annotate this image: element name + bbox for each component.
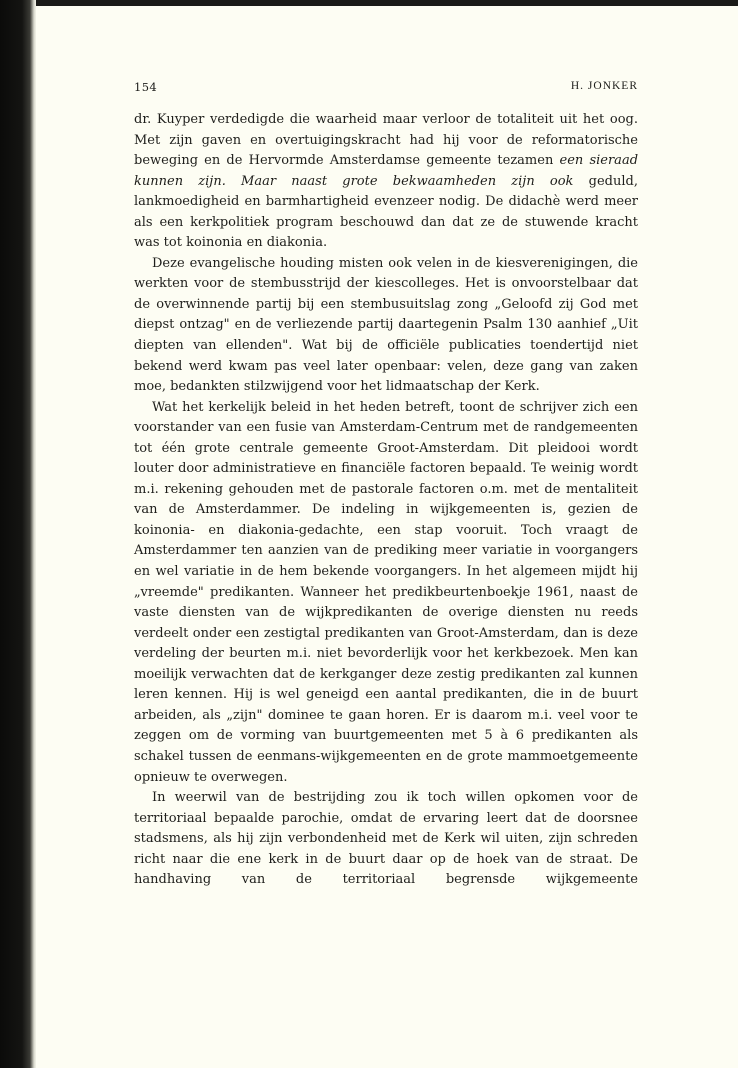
scan-border-left — [0, 0, 36, 1068]
scan-border-top — [0, 0, 738, 6]
body-text — [134, 110, 638, 891]
paragraph-4: In weerwil van de bestrijding zou ik toch willen opkomen voor de territoriaal bepaalde parochie, omdat de ervaring leert dat de doorsnee stadsmens, als hij zijn verbondenheid met de Kerk wil uiten, zijn schreden richt naar die ene kerk in de buurt daar op de hoek van de straat. De handhaving van de territoriaal begrensde wijkgemeente — [134, 790, 638, 888]
page-number: 154 — [134, 80, 158, 94]
running-header — [134, 80, 638, 96]
book-page — [134, 80, 638, 891]
paragraph-2: Deze evangelische houding misten ook velen in de kiesverenigingen, die werkten voor de stembusstrijd der kiescolleges. Het is onvoorstelbaar dat de overwinnende partij bij een stembusuitslag zong „Geloofd zij God met diepst ontzag" en de verliezende partij daartegenin Psalm 130 aanhief „Uit diepten van ellenden". Wat bij de officiële publicaties toendertijd niet bekend werd kwam pas veel later openbaar: velen, deze gang van zaken moe, bedankten stilzwijgend voor het lidmaatschap der Kerk. — [134, 255, 638, 395]
paragraph-1-text-end: geduld, lankmoedigheid en barmhartigheid evenzeer nodig. De didachè werd meer als een kerkpolitiek program beschouwd dan dat ze de stuwende kracht was tot koinonia en diakonia. — [134, 173, 638, 251]
paragraph-1 — [134, 110, 638, 254]
paragraph-1-italic-text: een sieraad kunnen zijn. Maar naast grote bekwaamheden zijn ook — [134, 153, 639, 189]
running-header-author: H. JONKER — [570, 80, 638, 92]
paragraph-3: Wat het kerkelijk beleid in het heden betreft, toont de schrijver zich een voorstander van een fusie van Amsterdam-Centrum met de randgemeenten tot één grote centrale gemeente Groot-Amsterdam. Dit pleidooi wordt louter door administratieve en financiële factoren bepaald. Te weinig wordt m.i. rekening gehouden met de pastorale factoren o.m. met de mentaliteit van de Amsterdammer. De indeling in wijkgemeenten is, gezien de koinonia- en diakonia-gedachte, een stap vooruit. Toch vraagt de Amsterdammer ten aanzien van de prediking meer variatie in voorgangers en wel variatie in de hem bekende voorgangers. In het algemeen mijdt hij „vreemde" predikanten. Wanneer het predikbeurtenboekje 1961, naast de vaste diensten van de wijkpredikanten de overige diensten nu reeds verdeelt onder een zestigtal predikanten van Groot-Amsterdam, dan is deze verdeling der beurten m.i. niet bevorderlijk voor het kerkbezoek. Men kan moeilijk verwachten dat de kerkganger deze zestig predikanten zal kunnen leren kennen. Hij is wel geneigd een aantal predikanten, die in de buurt arbeiden, als „zijn" dominee te gaan horen. Er is daarom m.i. veel voor te zeggen om de vorming van buurtgemeenten met 5 à 6 predikanten als schakel tussen de eenmans-wijkgemeenten en de grote mammoetgemeente opnieuw te overwegen. — [134, 399, 638, 785]
paragraph-1-text: dr. Kuyper verdedigde die waarheid maar verloor de totaliteit uit het oog. Met zijn gaven en overtuigingskracht had hij voor de reformatorische beweging en de Hervormde Amsterdamse gemeente tezamen — [134, 112, 638, 169]
